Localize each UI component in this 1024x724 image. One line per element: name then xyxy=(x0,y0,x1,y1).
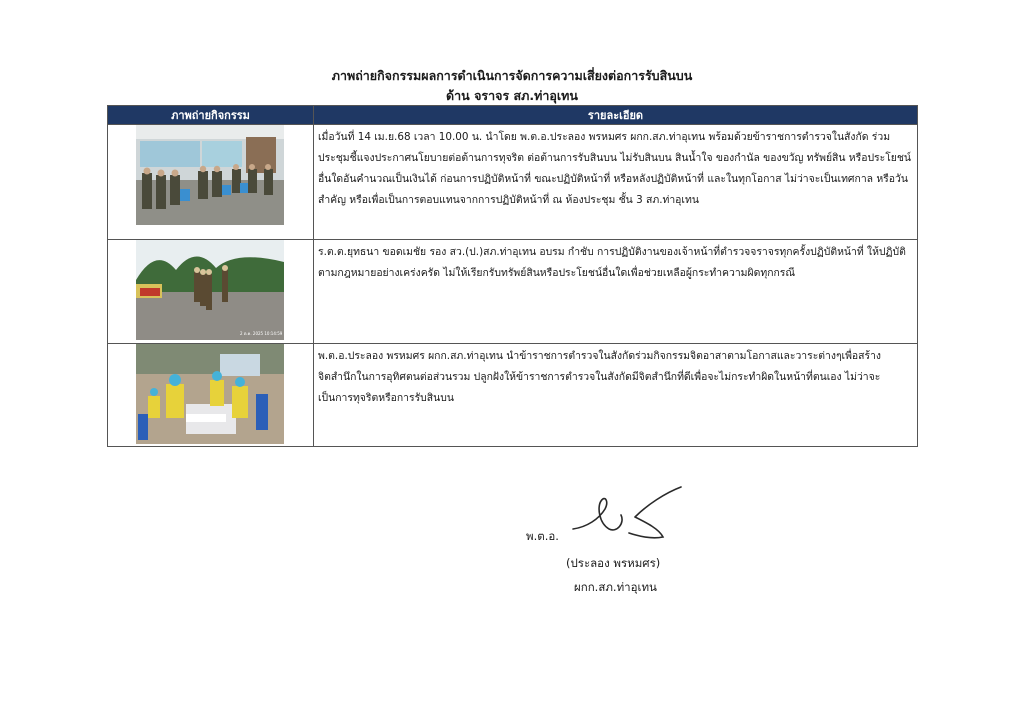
activity-table xyxy=(107,105,918,447)
volunteer-activity-photo xyxy=(136,344,284,444)
document-title: ภาพถ่ายกิจกรรมผลการดำเนินการจัดการความเสี่ยงต่อการรับสินบน xyxy=(331,68,693,83)
detail-text: เมื่อวันที่ 14 เม.ย.68 เวลา 10.00 น. นำโดย พ.ต.อ.ประลอง พรหมศร ผกก.สภ.ท่าอุเทน พร้อมด้วยข้าราชการตำรวจในสังกัด ร่วมประชุมชี้แจงประกาศนโยบายต่อต้านการทุจริต ต่อต้านการรับสินบน ไม่รับสินบน สินน้ำใจ ของกำนัล ของขวัญ ทรัพย์สิน หรือประโยชน์อื่นใดอันคำนวณเป็นเงินได้ ก่อนการปฏิบัติหน้าที่ ขณะปฏิบัติหน้าที่ หรือหลังปฏิบัติหน้าที่ และในทุกโอกาส ไม่ว่าจะเป็นเทศกาล หรือวันสำคัญ หรือเพื่อเป็นการตอบแทนจากการปฏิบัติหน้าที่ ณ ห้องประชุม ชั้น 3 สภ.ท่าอุเทน xyxy=(314,125,918,240)
table-header-row xyxy=(108,106,918,125)
photo-cell xyxy=(108,125,314,240)
photo-caption: 2 ต.ค. 2025 10:14:59 xyxy=(240,331,283,336)
table-row xyxy=(108,240,918,344)
table-row xyxy=(108,125,918,240)
handwritten-signature-icon xyxy=(565,483,685,547)
detail-text: พ.ต.อ.ประลอง พรหมศร ผกก.สภ.ท่าอุเทน นำข้าราชการตำรวจในสังกัดร่วมกิจกรรมจิตอาสาตามโอกาสและวาระต่างๆเพื่อสร้างจิตสำนึกในการอุทิศตนต่อส่วนรวม ปลูกฝังให้ข้าราชการตำรวจในสังกัดมีจิตสำนึกที่ดีเพื่อจะไม่กระทำผิดในหน้าที่ตนเอง ไม่ว่าจะเป็นการทุจริตหรือการรับสินบน xyxy=(314,344,918,447)
roadside-police-photo xyxy=(136,240,284,340)
photo-cell xyxy=(108,344,314,447)
detail-text: ร.ต.ต.ยุทธนา ขอดเมชัย รอง สว.(ป.)สภ.ท่าอุเทน อบรม กำชับ การปฏิบัติงานของเจ้าหน้าที่ตำรวจจราจรทุกครั้งปฏิบัติหน้าที่ ให้ปฏิบัติตามกฎหมายอย่างเคร่งครัด ไม่ให้เรียกรับทรัพย์สินหรือประโยชน์อื่นใดเพื่อช่วยเหลือผู้กระทำความผิดทุกกรณี xyxy=(314,240,918,344)
signature-name: (ประลอง พรหมศร) xyxy=(566,556,661,570)
meeting-room-photo xyxy=(136,125,284,225)
column-header-photo: ภาพถ่ายกิจกรรม xyxy=(108,106,314,125)
document-subtitle: ด้าน จราจร สภ.ท่าอุเทน xyxy=(446,88,578,103)
table-row xyxy=(108,344,918,447)
signature-rank: พ.ต.อ. xyxy=(526,529,559,543)
column-header-detail: รายละเอียด xyxy=(314,106,918,125)
signature-position: ผกก.สภ.ท่าอุเทน xyxy=(574,580,657,594)
photo-cell xyxy=(108,240,314,344)
